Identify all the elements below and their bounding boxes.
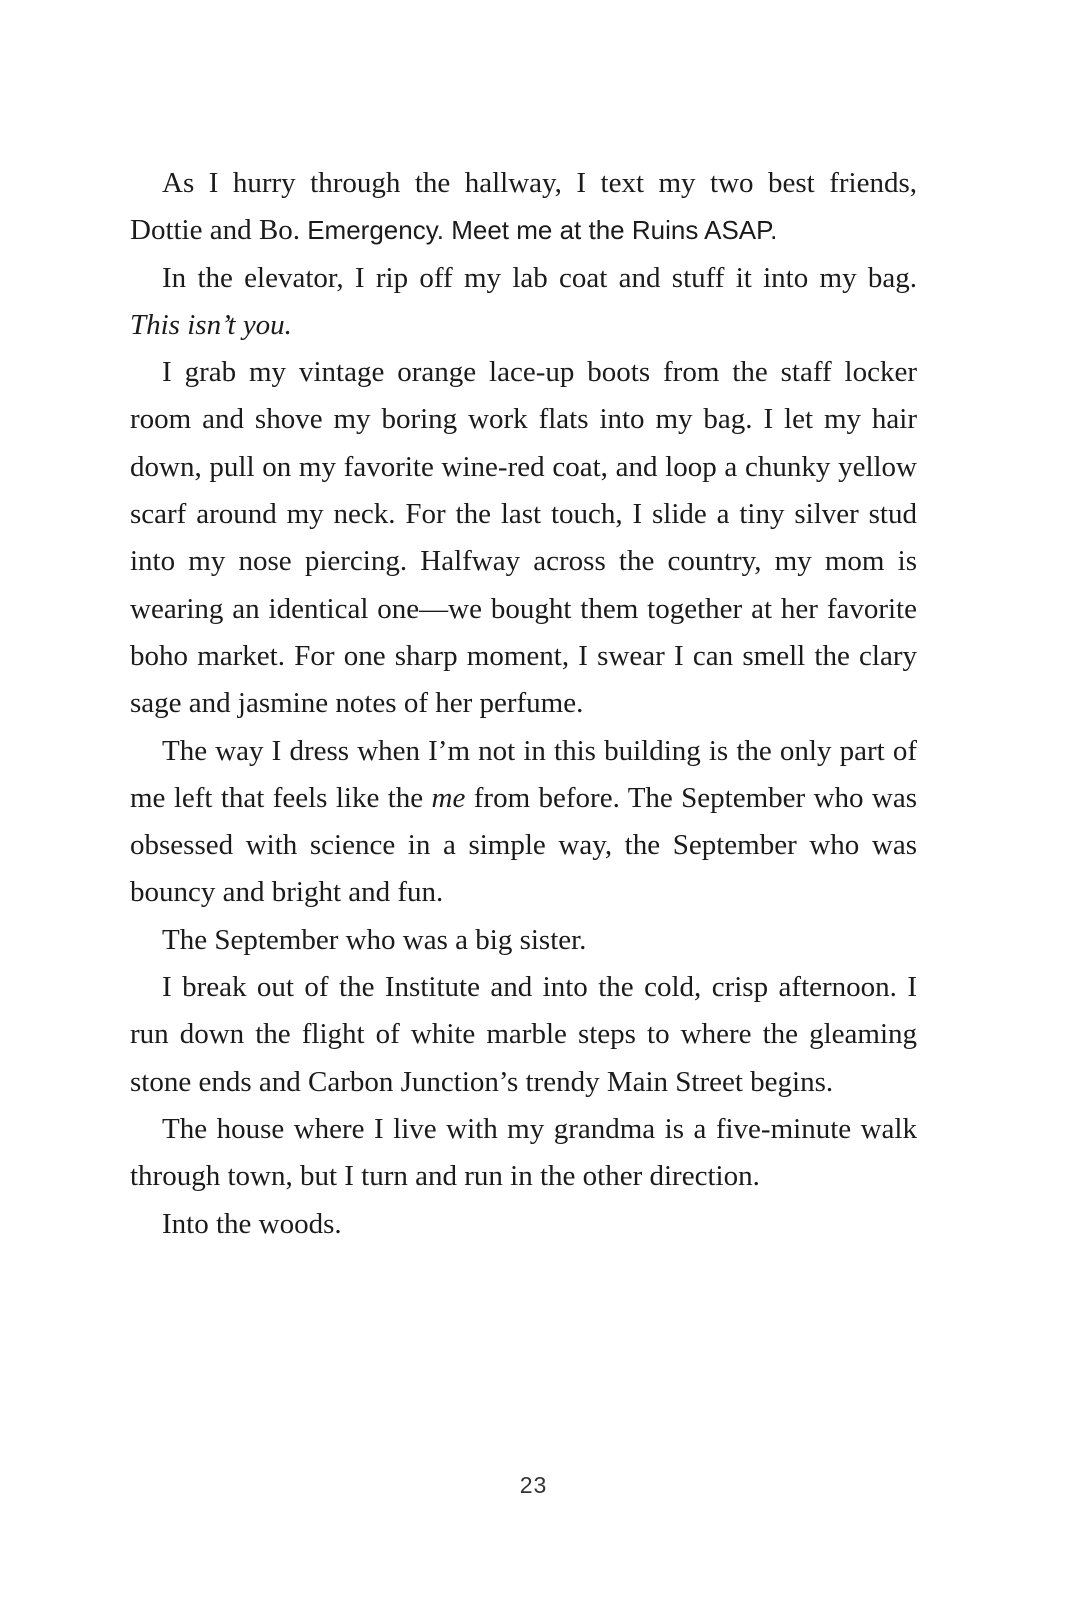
paragraph-2-text: In the elevator, I rip off my lab coat and stuff it into my bag. [162,261,917,294]
paragraph-1-text: As I hurry through the hallway, I text my two best friends, Dottie and Bo. [130,167,917,247]
page-number: 23 [519,1472,548,1498]
paragraph-7: The house where I live with my grandma is a five-minute walk through town, but I turn and run in the other direction. [130,1112,917,1193]
body-text [130,160,917,1248]
paragraph-5: The September who was a big sister. [162,923,587,956]
paragraph-6: I break out of the Institute and into the cold, crisp afternoon. I run down the flight of white marble steps to where the gleaming stone ends and Carbon Junction’s trendy Main Street begins. [130,971,917,1098]
paragraph-1 [130,160,917,255]
paragraph-8: Into the woods. [162,1207,342,1240]
paragraph-4-text-after: from before. The September who was obsessed with science in a simple way, the September who was bouncy and bright and fun. [130,781,917,909]
paragraph-4-text-before: The way I dress when I’m not in this building is the only part of me left that feels like the [130,734,917,814]
text-message: Emergency. Meet me at the Ruins ASAP. [307,215,778,246]
paragraph-4 [130,728,917,917]
italic-thought: This isn’t you. [130,308,292,341]
paragraph-2 [130,255,917,350]
italic-emphasis: me [431,781,466,814]
paragraph-3: I grab my vintage orange lace-up boots from the staff locker room and shove my boring work flats into my bag. I let my hair down, pull on my favorite wine-red coat, and loop a chunky yellow scarf around my neck. For the last touch, I slide a tiny silver stud into my nose piercing. Halfway across the country, my mom is wearing an identical one—we bought them together at her favorite boho market. For one sharp moment, I swear I can smell the clary sage and jasmine notes of her perfume. [130,356,917,720]
